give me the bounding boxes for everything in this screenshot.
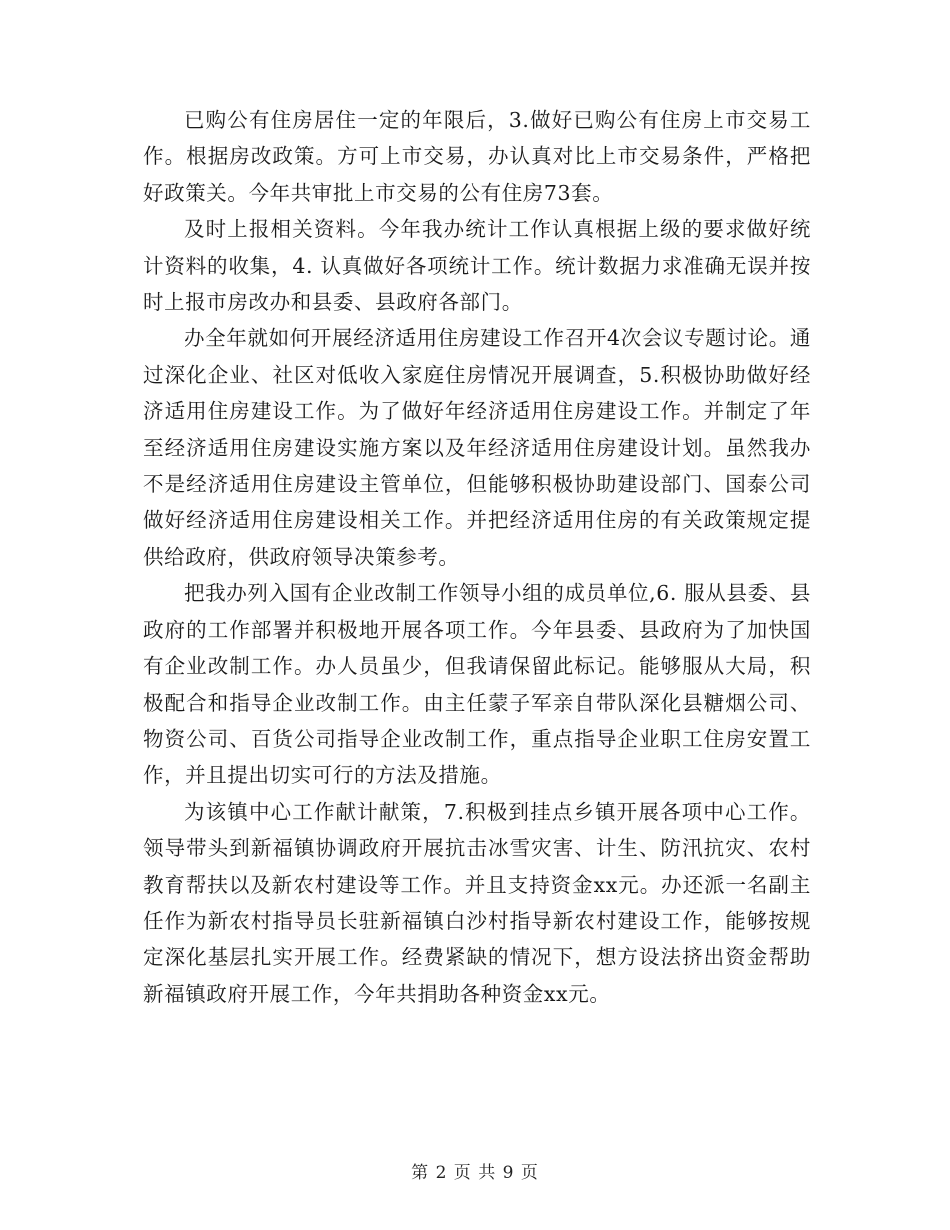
paragraph-3: 办全年就如何开展经济适用住房建设工作召开4次会议专题讨论。通过深化企业、社区对低收入家庭住房情况开展调查，5.积极协助做好经济适用住房建设工作。为了做好年经济适用住房建设工作。并制定了年至经济适用住房建设实施方案以及年经济适用住房建设计划。虽然我办不是经济适用住房建设主管单位，但能够积极协助建设部门、国泰公司做好经济适用住房建设相关工作。并把经济适用住房的有关政策规定提供给政府，供政府领导决策参考。 <box>143 326 811 569</box>
paragraph-4: 把我办列入国有企业改制工作领导小组的成员单位,6. 服从县委、县政府的工作部署并积极地开展各项工作。今年县委、县政府为了加快国有企业改制工作。办人员虽少，但我请保留此标记。能够服从大局，积极配合和指导企业改制工作。由主任蒙子军亲自带队深化县糖烟公司、物资公司、百货公司指导企业改制工作，重点指导企业职工住房安置工作，并且提出切实可行的方法及措施。 <box>143 581 811 788</box>
paragraph-5: 为该镇中心工作献计献策，7.积极到挂点乡镇开展各项中心工作。领导带头到新福镇协调政府开展抗击冰雪灾害、计生、防汛抗灾、农村教育帮扶以及新农村建设等工作。并且支持资金xx元。办还派一名副主任作为新农村指导员长驻新福镇白沙村指导新农村建设工作，能够按规定深化基层扎实开展工作。经费紧缺的情况下，想方设法挤出资金帮助新福镇政府开展工作，今年共捐助各种资金xx元。 <box>143 799 811 1006</box>
document-body <box>143 102 811 1012</box>
page-number-label: 第 2 页 共 9 页 <box>411 1163 539 1183</box>
paragraph-1: 已购公有住房居住一定的年限后，3.做好已购公有住房上市交易工作。根据房改政策。方可上市交易，办认真对比上市交易条件，严格把好政策关。今年共审批上市交易的公有住房73套。 <box>143 108 811 205</box>
paragraph-2: 及时上报相关资料。今年我办统计工作认真根据上级的要求做好统计资料的收集，4. 认真做好各项统计工作。统计数据力求准确无误并按时上报市房改办和县委、县政府各部门。 <box>143 217 811 315</box>
page-footer <box>0 1158 950 1183</box>
